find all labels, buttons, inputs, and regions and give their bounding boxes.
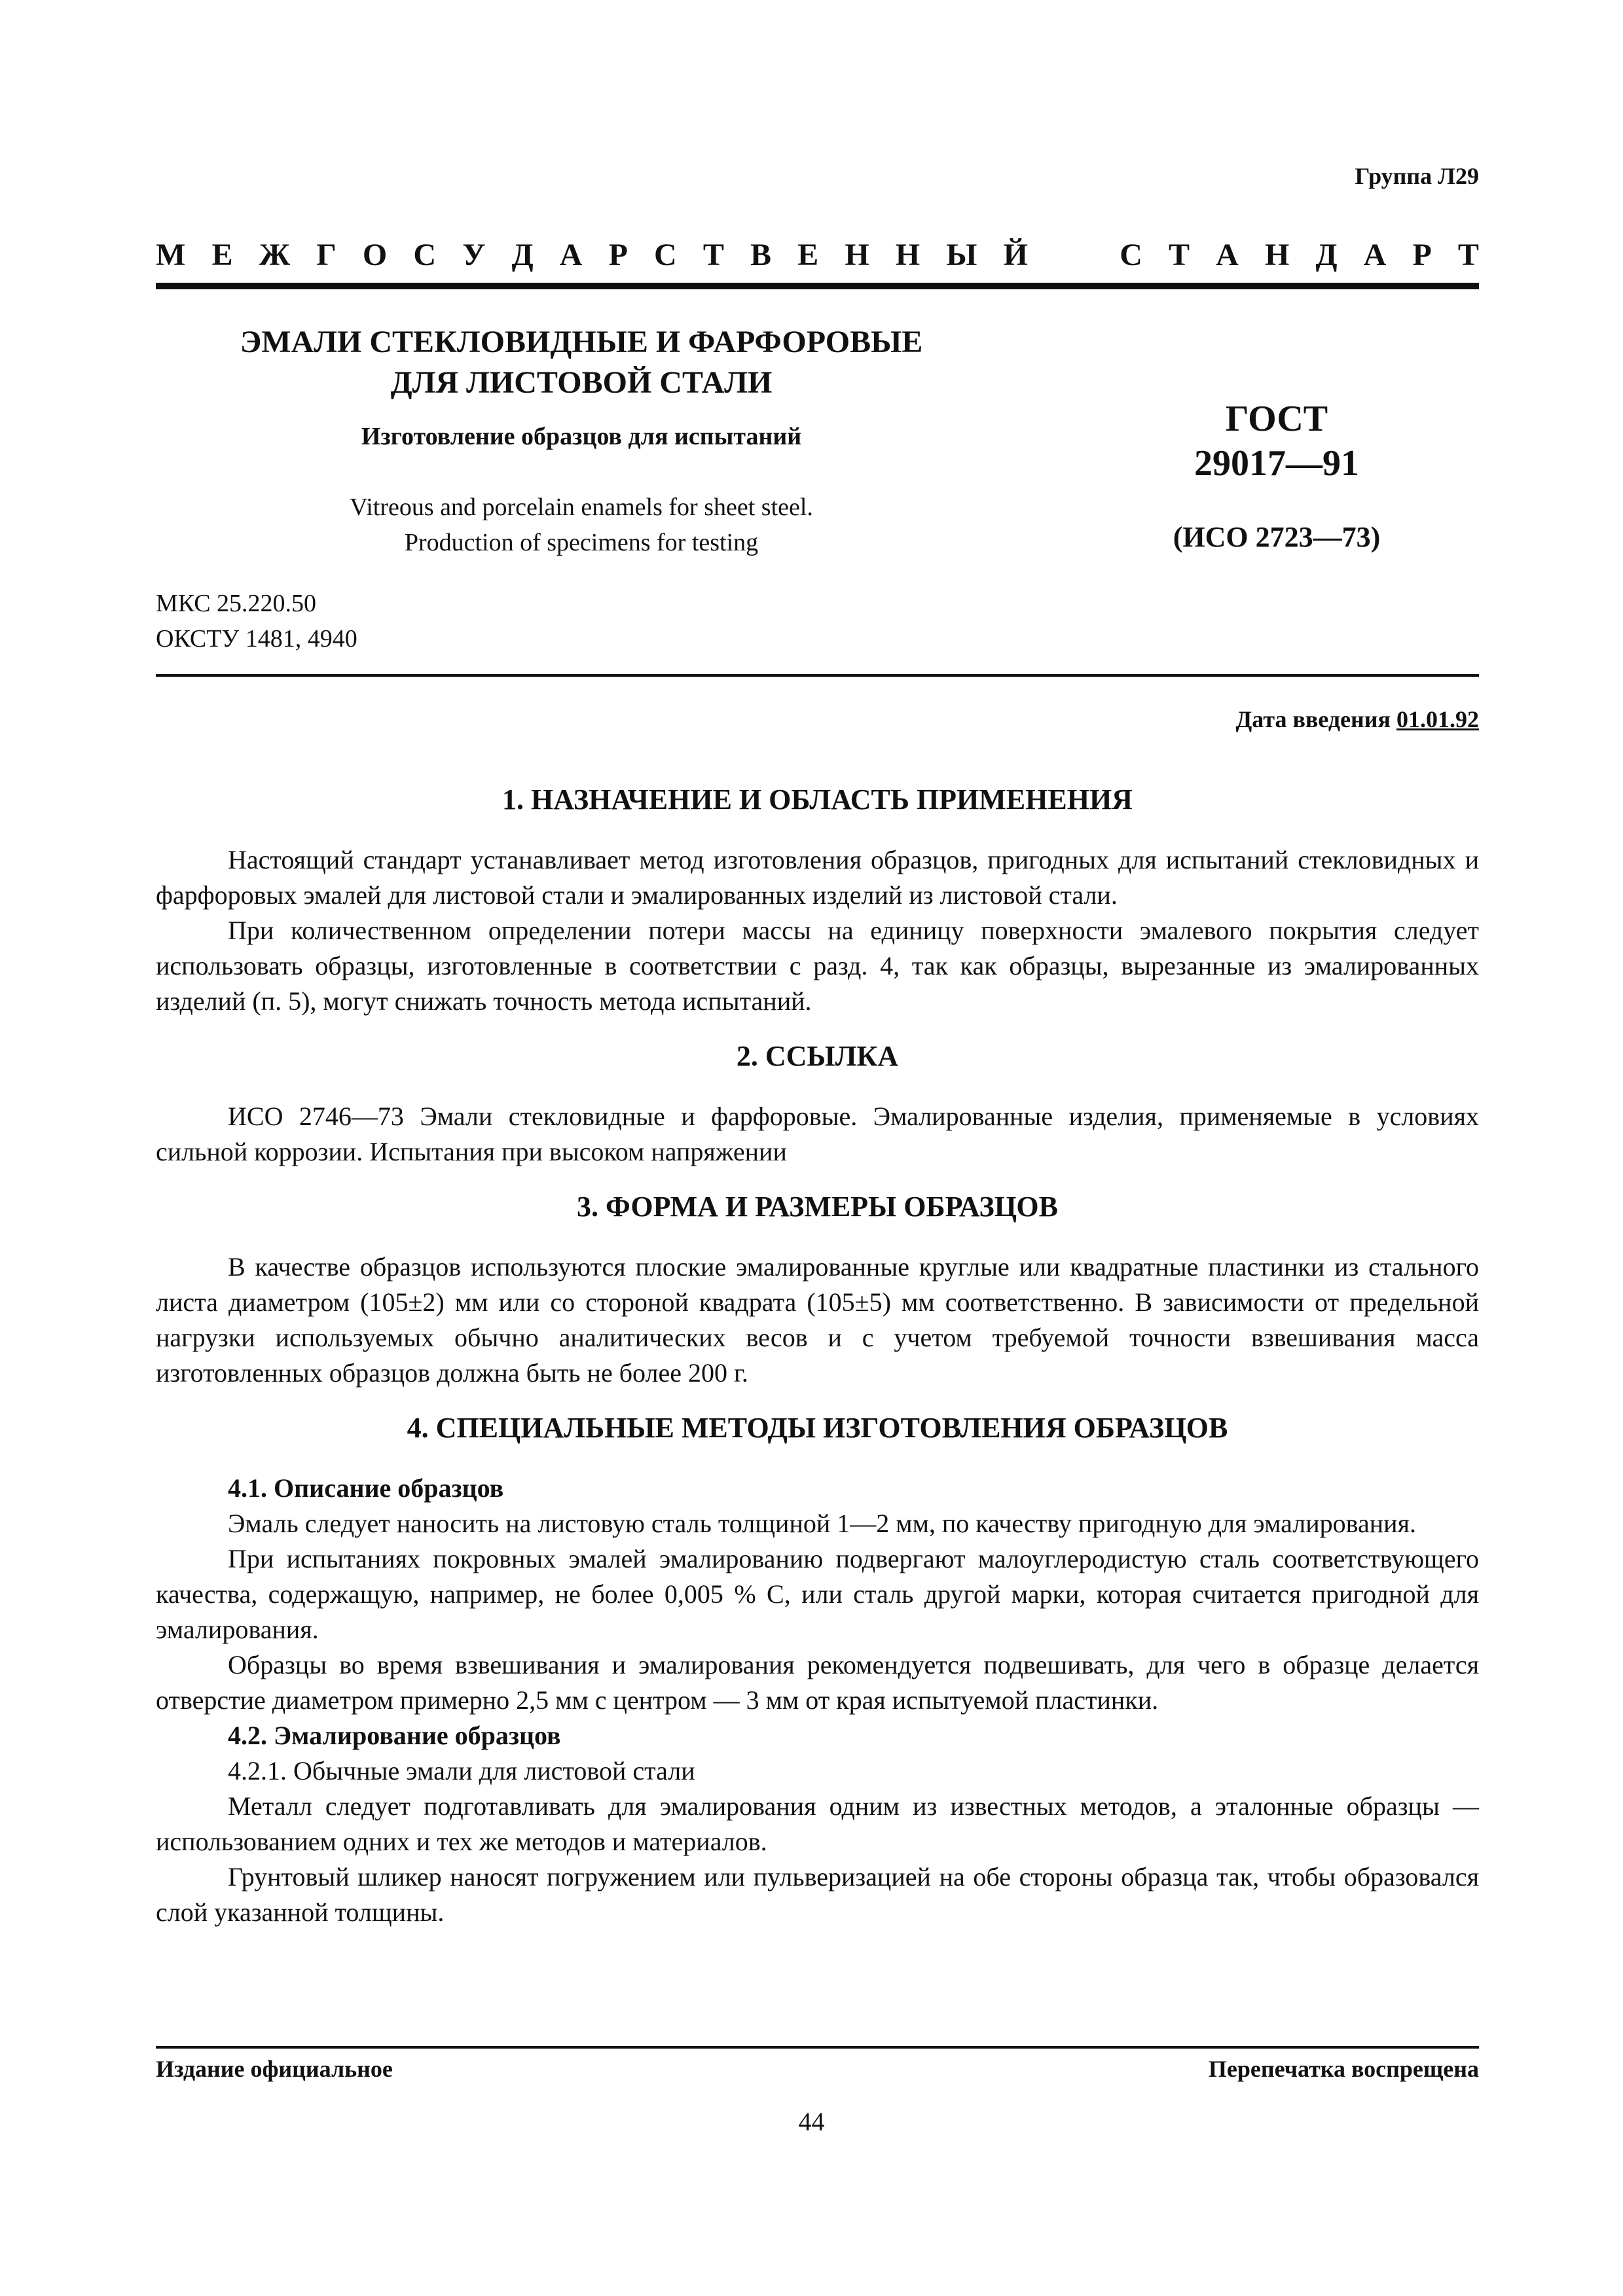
banner-letter: Д xyxy=(511,238,534,272)
paragraph: Эмаль следует наносить на листовую сталь толщиной 1—2 мм, по качеству пригодную для эмалирования. xyxy=(228,1509,1416,1538)
header-rule xyxy=(156,283,1479,289)
introduction-date xyxy=(1236,706,1480,733)
gost-number: 29017—91 xyxy=(1194,443,1359,484)
document-title xyxy=(156,322,1007,403)
footer-reprint-notice: Перепечатка воспрещена xyxy=(1208,2056,1479,2082)
banner-letter: В xyxy=(750,238,772,272)
paragraph: Металл следует подготавливать для эмалирования одним из известных методов, а эталонные образцы — использованием одних и тех же методов и материалов. xyxy=(156,1791,1479,1856)
banner-letter: С xyxy=(1120,238,1142,272)
banner-letter: А xyxy=(1216,238,1239,272)
english-title xyxy=(156,490,1007,560)
banner-letter: Ж xyxy=(259,238,291,272)
footer-rule xyxy=(156,2046,1479,2049)
okstu-code: ОКСТУ 1481, 4940 xyxy=(156,625,357,653)
paragraph: ИСО 2746—73 Эмали стекловидные и фарфоровые. Эмалированные изделия, применяемые в условиях сильной коррозии. Испытания при высоком напряжении xyxy=(156,1102,1479,1166)
title-line: ДЛЯ ЛИСТОВОЙ СТАЛИ xyxy=(390,365,773,400)
paragraph: При испытаниях покровных эмалей эмалированию подвергают малоуглеродистую сталь соответствующего качества, содержащую, например, не более 0,005 % С, или сталь другой марки, которая считается пригодной для эмалирования. xyxy=(156,1544,1479,1644)
banner-letter: С xyxy=(413,238,437,272)
banner-letter: М xyxy=(156,238,186,272)
banner-letter: Р xyxy=(1412,238,1432,272)
banner-letter: Е xyxy=(211,238,233,272)
title-line: ЭМАЛИ СТЕКЛОВИДНЫЕ И ФАРФОРОВЫЕ xyxy=(240,325,923,359)
banner-letter: Т xyxy=(1169,238,1190,272)
footer-edition: Издание официальное xyxy=(156,2056,393,2082)
paragraph: В качестве образцов используются плоские эмалированные круглые или квадратные пластинки из стального листа диаметром (105±2) мм или со стороной квадрата (105±5) мм соответственно. В зависимости от предельной нагрузки используемых обычно аналитических весов и с учетом требуемой точности взвешивания масса изготовленных образцов должна быть не более 200 г. xyxy=(156,1252,1479,1388)
english-title-line: Vitreous and porcelain enamels for sheet steel. xyxy=(350,493,813,521)
mks-code: МКС 25.220.50 xyxy=(156,590,317,617)
date-value: 01.01.92 xyxy=(1396,706,1479,732)
section-heading: 4. СПЕЦИАЛЬНЫЕ МЕТОДЫ ИЗГОТОВЛЕНИЯ ОБРАЗЦОВ xyxy=(407,1412,1228,1444)
iso-reference: (ИСО 2723—73) xyxy=(1173,521,1381,553)
document-body xyxy=(156,782,1479,1930)
banner-letter: Р xyxy=(608,238,628,272)
section-heading: 2. ССЫЛКА xyxy=(736,1040,899,1072)
paragraph: При количественном определении потери массы на единицу поверхности эмалевого покрытия следует использовать образцы, изготовленные в соответствии с разд. 4, так как образцы, вырезанные из эмалированных изделий (п. 5), могут снижать точность метода испытаний. xyxy=(156,916,1479,1016)
banner-letter: А xyxy=(559,238,583,272)
banner-letter: Й xyxy=(1003,238,1028,272)
page-number: 44 xyxy=(798,2107,825,2136)
banner-gap xyxy=(1054,237,1093,273)
english-title-line: Production of specimens for testing xyxy=(404,529,759,556)
paragraph: Настоящий стандарт устанавливает метод изготовления образцов, пригодных для испытаний стекловидных и фарфоровых эмалей для листовой стали и эмалированных изделий из листовой стали. xyxy=(156,845,1479,910)
gost-label: ГОСТ xyxy=(1225,399,1328,439)
title-block-rule xyxy=(156,674,1479,677)
banner-letter: Н xyxy=(1264,238,1290,272)
group-code: Группа Л29 xyxy=(1355,163,1479,189)
subsection-heading: 4.1. Описание образцов xyxy=(228,1473,504,1503)
gost-designation xyxy=(1074,397,1480,486)
banner-letter: Д xyxy=(1315,238,1338,272)
banner-letter: Н xyxy=(845,238,869,272)
banner-letter: У xyxy=(462,238,486,272)
section-heading: 3. ФОРМА И РАЗМЕРЫ ОБРАЗЦОВ xyxy=(577,1191,1058,1223)
banner-letter: Н xyxy=(895,238,921,272)
banner-letter: Т xyxy=(702,238,724,272)
paragraph: Грунтовый шликер наносят погружением или пульверизацией на обе стороны образца так, чтобы образовался слой указанной толщины. xyxy=(156,1862,1479,1927)
section-heading: 1. НАЗНАЧЕНИЕ И ОБЛАСТЬ ПРИМЕНЕНИЯ xyxy=(502,783,1133,816)
clause-heading: 4.2.1. Обычные эмали для листовой стали xyxy=(228,1756,695,1785)
standard-banner xyxy=(156,237,1479,273)
document-subtitle: Изготовление образцов для испытаний xyxy=(361,423,802,450)
banner-letter: О xyxy=(362,238,388,272)
banner-letter: Г xyxy=(316,238,337,272)
banner-letter: Ы xyxy=(946,238,977,272)
banner-letter: С xyxy=(654,238,677,272)
subsection-heading: 4.2. Эмалирование образцов xyxy=(228,1721,561,1750)
banner-letter: Т xyxy=(1457,238,1479,272)
date-label: Дата введения xyxy=(1235,706,1391,732)
paragraph: Образцы во время взвешивания и эмалирования рекомендуется подвешивать, для чего в образце делается отверстие диаметром примерно 2,5 мм с центром — 3 мм от края испытуемой пластинки. xyxy=(156,1650,1479,1715)
banner-letter: А xyxy=(1363,238,1387,272)
banner-letter: Е xyxy=(797,238,819,272)
classification-codes xyxy=(156,586,357,656)
